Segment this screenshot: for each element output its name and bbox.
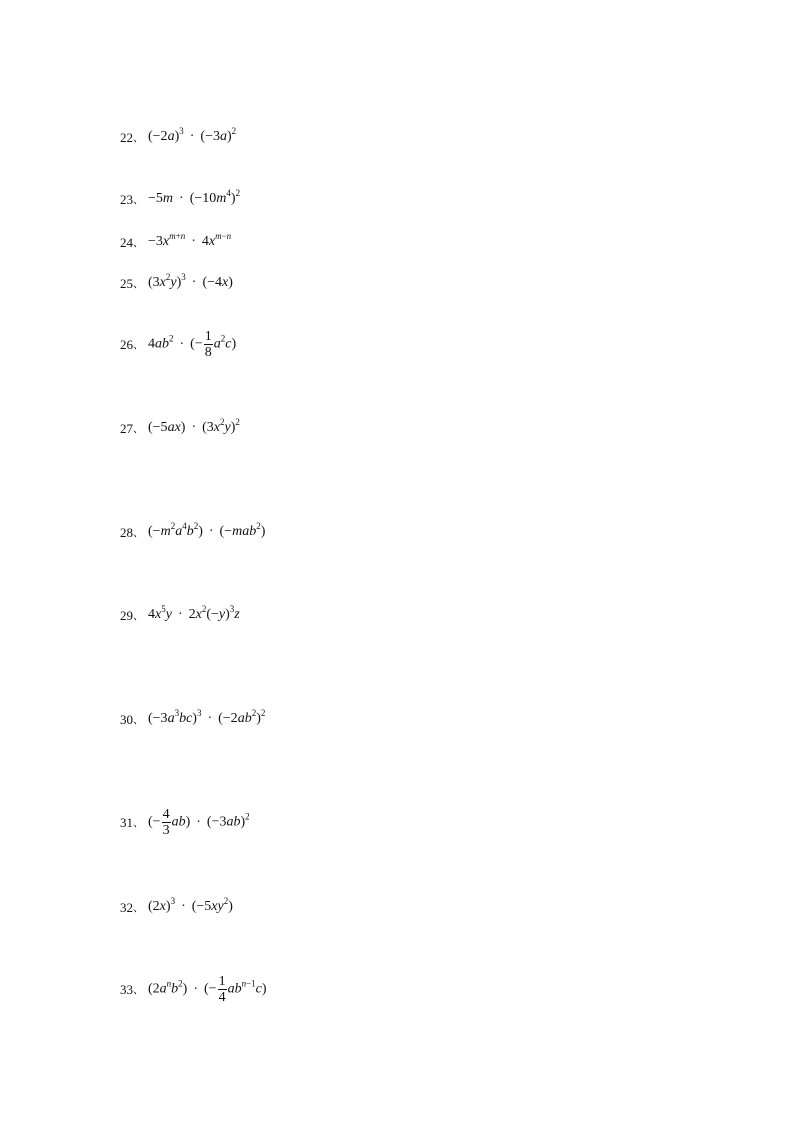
- problem-24: [120, 231, 232, 250]
- separator: 、: [133, 608, 144, 622]
- problem-33: [120, 974, 267, 1005]
- fraction: [204, 329, 213, 360]
- expression: $(-5ax) \cdot (3x^2y)^2$: [148, 417, 240, 435]
- expression: $4x^5y \cdot 2x^2(-y)^3z$: [148, 604, 240, 622]
- problem-27: [120, 417, 240, 436]
- problem-number: 31: [120, 815, 133, 830]
- numerator: 4: [162, 807, 170, 822]
- problem-28: [120, 521, 266, 540]
- denominator: 8: [204, 345, 212, 360]
- problem-31: [120, 807, 250, 838]
- separator: 、: [133, 525, 144, 539]
- problem-number: 23: [120, 191, 133, 207]
- separator: 、: [133, 816, 144, 829]
- expression: $(-m^2a^4b^2) \cdot (-mab^2)$: [148, 521, 266, 539]
- problem-number: 22: [120, 129, 133, 145]
- problem-29: [120, 604, 240, 623]
- numerator: 1: [204, 329, 212, 344]
- expression: $(-2a)^3 \cdot (-3a)^2$: [148, 126, 237, 144]
- fraction: [218, 974, 227, 1005]
- problem-number: 26: [120, 337, 133, 352]
- expression: $(2x)^3 \cdot (-5xy^2)$: [148, 896, 233, 914]
- problem-number: 28: [120, 524, 133, 540]
- expression: $4ab^2$ · (− $\frac{1}{8}$ $a^2c$): [148, 329, 237, 360]
- problem-number: 30: [120, 711, 133, 727]
- separator: 、: [133, 192, 144, 206]
- problem-number: 29: [120, 607, 133, 623]
- expression: $(2a^nb^2)$ · (− $\frac{1}{4}$ $ab^{n-1}c$): [148, 974, 267, 1005]
- expression: $-3x^{m+n} \cdot 4x^{m-n}$: [148, 231, 232, 249]
- separator: 、: [133, 421, 144, 435]
- denominator: 4: [218, 990, 226, 1005]
- separator: 、: [133, 276, 144, 290]
- problem-22: [120, 126, 237, 145]
- separator: 、: [133, 900, 144, 914]
- problem-26: [120, 329, 236, 360]
- problem-30: [120, 708, 266, 727]
- problem-number: 33: [120, 982, 133, 997]
- problem-23: [120, 188, 241, 207]
- expression: $(-3a^3bc)^3 \cdot (-2ab^2)^2$: [148, 708, 266, 726]
- separator: 、: [133, 983, 144, 996]
- expression: $(3x^2y)^3 \cdot (-4x)$: [148, 272, 233, 290]
- separator: 、: [133, 130, 144, 144]
- separator: 、: [133, 338, 144, 351]
- denominator: 3: [162, 823, 170, 838]
- separator: 、: [133, 712, 144, 726]
- expression: $-5m \cdot (-10m^4)^2$: [148, 188, 241, 206]
- separator: 、: [133, 235, 144, 249]
- problem-number: 27: [120, 420, 133, 436]
- problem-number: 32: [120, 899, 133, 915]
- problem-32: [120, 896, 233, 915]
- expression: (− $\frac{4}{3}$ $ab) \cdot (-3ab)^2$: [148, 807, 250, 838]
- fraction: [162, 807, 171, 838]
- numerator: 1: [218, 974, 226, 989]
- problem-number: 24: [120, 234, 133, 250]
- problem-number: 25: [120, 275, 133, 291]
- problem-25: [120, 272, 233, 291]
